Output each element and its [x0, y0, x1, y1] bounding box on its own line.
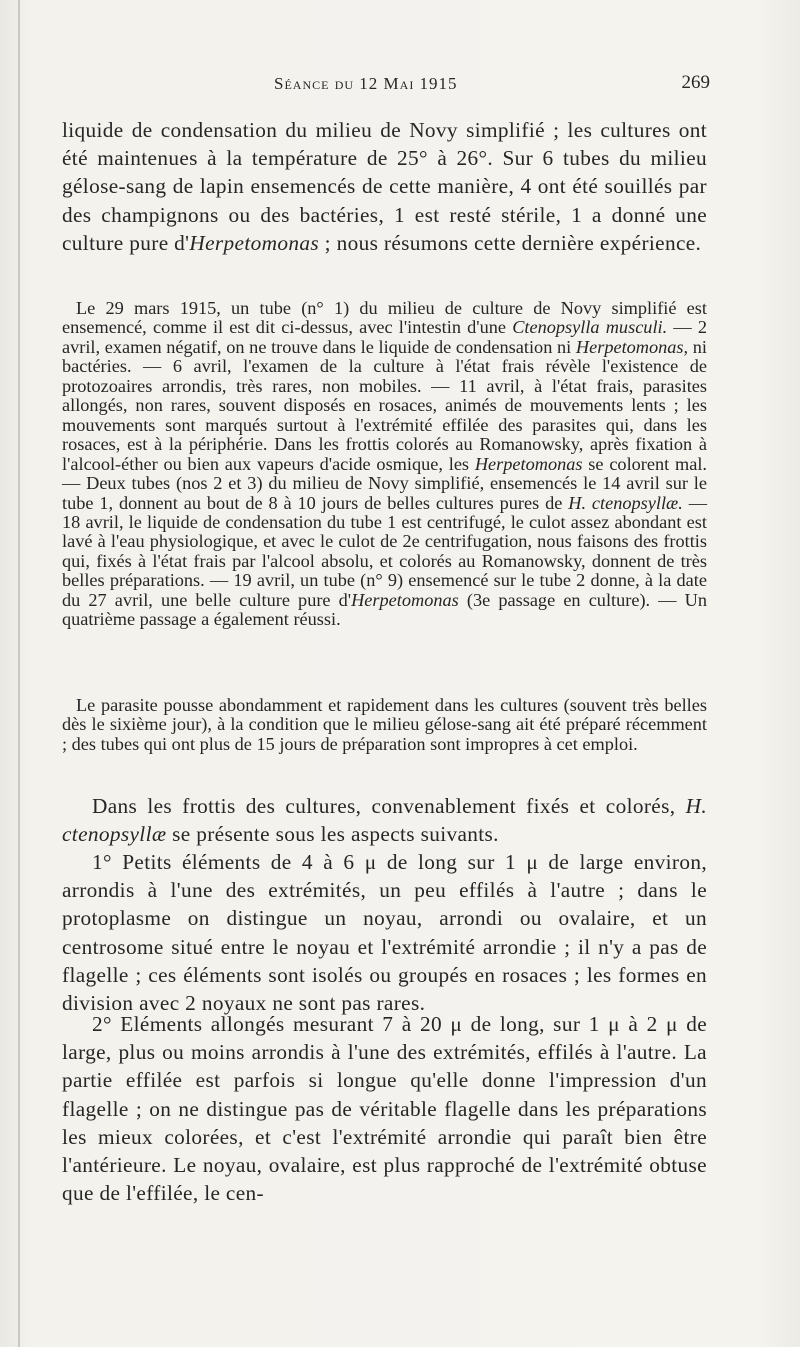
taxon-name: Ctenopsylla musculi.	[512, 317, 668, 338]
running-head: Séance du 12 Mai 1915	[274, 74, 458, 93]
page-gutter-edge	[18, 0, 20, 1347]
paragraph-3: Le parasite pousse abondamment et rapidement dans les cultures (souvent très belles dès le sixième jour), à la condition que le milieu gélose-sang ait été préparé récemment ; des tubes qui ont plus de 15 jours de préparation sont impropres à cet emploi.	[62, 695, 707, 754]
paragraph-1: liquide de condensation du milieu de Novy simplifié ; les cultures ont été maintenues à la température de 25° à 26°. Sur 6 tubes du milieu gélose-sang de lapin ensemencés de cette manière, 4 ont été souillés par des champignons ou des bactéries, 1 est resté stérile, 1 a donné une culture pure d'Herpetomonas ; nous résumons cette dernière expérience.	[62, 118, 707, 255]
page-number: 269	[681, 72, 710, 93]
taxon-name: Herpetomonas	[474, 453, 583, 474]
taxon-name: Herpetomonas	[351, 589, 459, 610]
paragraph-4: Dans les frottis des cultures, convenablement fixés et colorés, H. ctenopsyllæ se présente sous les aspects suivants.	[62, 794, 707, 847]
paragraph-5-small-elements: 1° Petits éléments de 4 à 6 μ de long sur 1 μ de large environ, arrondis à l'une des extrémités, un peu effilés à l'autre ; dans le protoplasme on distingue un noyau, arrondi ou ovalaire, et un centrosome situé entre le noyau et l'extrémité arrondie ; il n'y a pas de flagelle ; ces éléments sont isolés ou groupés en rosaces ; les formes en division avec 2 noyaux ne sont pas rares.	[62, 850, 707, 1016]
taxon-name: Herpetomonas,	[575, 336, 689, 357]
page-header	[60, 74, 710, 104]
taxon-name: H. ctenopsyllæ	[62, 794, 707, 847]
paragraph-2-experiment: Le 29 mars 1915, un tube (n° 1) du milieu de culture de Novy simplifié est ensemencé, comme il est dit ci-dessus, avec l'intestin d'une Ctenopsylla musculi. — 2 avril, examen négatif, on ne trouve dans le liquide de condensation ni Herpetomonas, ni bactéries. — 6 avril, l'examen de la culture à l'état frais révèle l'existence de protozoaires arrondis, très rares, non mobiles. — 11 avril, à l'état frais, parasites allongés, non rares, souvent disposés en rosaces, animés de mouvements lents ; les mouvements sont marqués surtout à l'extrémité effilée des parasites qui, dans les rosaces, est à la périphérie. Dans les frottis colorés au Romanowsky, après fixation à l'alcool-éther ou bien aux vapeurs d'acide osmique, les Herpetomonas se colorent mal. — Deux tubes (nos 2 et 3) du milieu de Novy simplifié, ensemencés le 14 avril sur le tube 1, donnent au bout de 8 à 10 jours de belles cultures pures de H. ctenopsyllæ. — 18 avril, le liquide de condensation du tube 1 est centrifugé, le culot assez abondant est lavé à l'eau physiologique, et avec le culot de 2e centrifugation, nous faisons des frottis qui, fixés à l'état frais par l'alcool absolu, et colorés au Romanowsky, donnent de très belles préparations. — 19 avril, un tube (n° 9) ensemencé sur le tube 2 donne, à la date du 27 avril, une belle culture pure d'Herpetomonas (3e passage en culture). — Un quatrième passage a également réussi.	[62, 298, 707, 630]
paragraph-6-elongated-elements: 2° Eléments allongés mesurant 7 à 20 μ de long, sur 1 μ à 2 μ de large, plus ou moins arrondis à l'une des extrémités, effilés à l'autre. La partie effilée est parfois si longue qu'elle donne l'impression d'un flagelle ; on ne distingue pas de véritable flagelle dans les préparations les mieux colorées, et c'est l'extrémité arrondie qui paraît bien être l'antérieure. Le noyau, ovalaire, est plus rapproché de l'extrémité obtuse que de l'effilée, le cen-	[62, 1012, 707, 1206]
taxon-name: H. ctenopsyllæ.	[568, 492, 683, 513]
taxon-name: Herpetomonas	[189, 230, 319, 255]
